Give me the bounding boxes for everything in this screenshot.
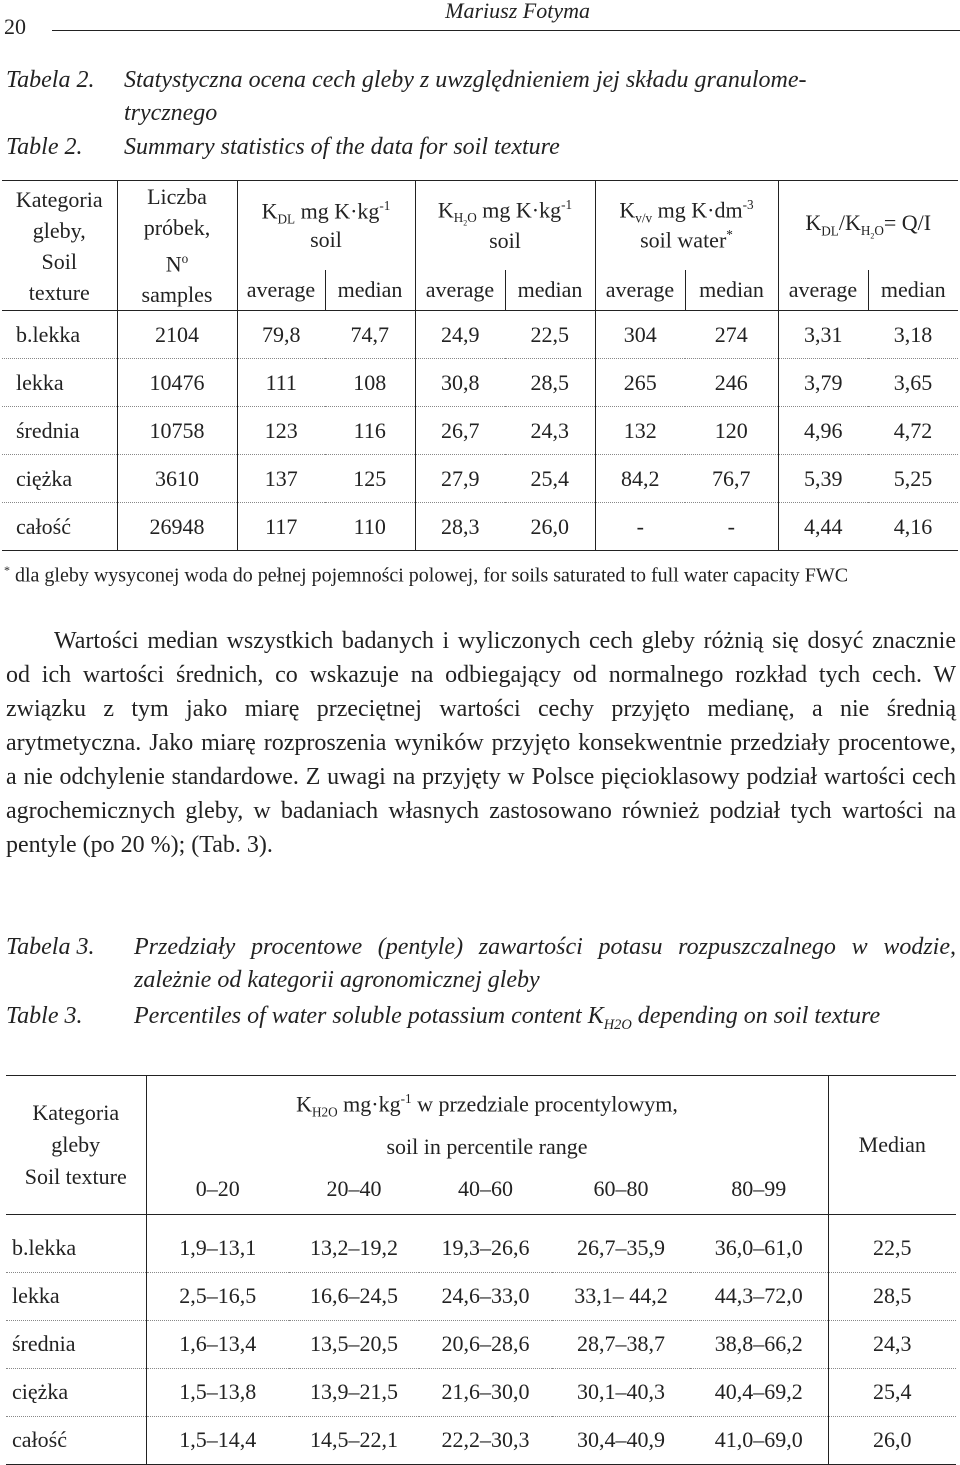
table-cell: 3,65	[893, 369, 933, 395]
header-k: K	[261, 197, 278, 223]
header-sub: H2O	[311, 1104, 338, 1120]
table-cell: 10476	[117, 359, 237, 407]
table-cell: 132	[623, 417, 657, 443]
header-sup: o	[181, 251, 189, 266]
caption-text: Statystyczna ocena cech gleby z uwzględnieniem jej składu granulome-	[124, 67, 807, 93]
table-cell: -	[636, 513, 644, 539]
table-cell: 3610	[117, 455, 237, 503]
table-cell: 28,7–38,7	[577, 1331, 665, 1357]
table-cell: 13,9–21,5	[310, 1379, 398, 1405]
table-cell: 304	[623, 321, 657, 347]
table-cell: 137	[264, 465, 298, 491]
header-line: próbek,	[143, 215, 211, 240]
table-cell: 4,16	[893, 513, 933, 539]
table-cell: 41,0–69,0	[690, 1416, 828, 1464]
header-line: Kategoria	[32, 1099, 120, 1125]
header-range: 80–99	[690, 1164, 828, 1215]
header-line: Soil texture	[24, 1163, 127, 1189]
table-cell: 24,6–33,0	[441, 1283, 530, 1309]
header-line: N	[165, 251, 182, 277]
header-text: w przedziale procentylowym,	[411, 1091, 678, 1117]
table-cell: 44,3–72,0	[690, 1272, 828, 1320]
header-median: median	[505, 270, 595, 311]
caption-label: Table 3.	[6, 1003, 83, 1029]
table-cell: 33,1– 44,2	[574, 1283, 668, 1309]
table3-body	[6, 1214, 956, 1464]
header-line: soil water	[640, 227, 727, 253]
table-cell: 117	[265, 513, 298, 539]
header-unit: mg K·kg	[295, 197, 380, 223]
table-cell: 30,4–40,9	[577, 1427, 665, 1453]
table-cell: 10758	[117, 407, 237, 455]
table-cell: 3,79	[804, 369, 843, 395]
header-average: average	[415, 270, 505, 311]
table-cell: 3,18	[893, 321, 933, 347]
table-cell: 2,5–16,5	[179, 1283, 257, 1309]
table-cell: 28,5	[505, 359, 595, 407]
row-label-cell: lekka	[6, 1272, 146, 1320]
table-row	[6, 1416, 956, 1464]
row-label-cell: lekka	[2, 359, 117, 407]
header-line: texture	[28, 279, 90, 305]
row-label-cell: średnia	[6, 1320, 146, 1368]
table2-body	[2, 311, 958, 551]
header-kdl	[237, 181, 415, 270]
table-cell: 19,3–26,6	[441, 1235, 530, 1261]
header-kh2o	[415, 181, 595, 270]
header-range: 20–40	[326, 1175, 382, 1201]
table-cell: 110	[325, 503, 415, 551]
caption-text: Summary statistics of the data for soil texture	[124, 134, 560, 160]
table-cell: 1,5–14,4	[179, 1427, 257, 1453]
table-cell: 265	[623, 369, 657, 395]
header-unit: mg K·kg	[476, 197, 562, 223]
percentile-table	[6, 1075, 956, 1465]
header-text: soil in percentile range	[386, 1133, 588, 1159]
row-label-cell: b.lekka	[6, 1214, 146, 1272]
header-median: median	[325, 270, 415, 311]
table-cell: 1,9–13,1	[179, 1235, 257, 1261]
table-cell: 26948	[117, 503, 237, 551]
table-cell: 20,6–28,6	[441, 1331, 530, 1357]
header-sub: 2	[463, 219, 468, 229]
table-cell: 76,7	[685, 455, 778, 503]
table-cell: 16,6–24,5	[310, 1283, 398, 1309]
header-average: average	[237, 270, 325, 311]
header-median: Median	[858, 1131, 926, 1157]
header-line: Soil	[41, 248, 77, 274]
row-label-cell: ciężka	[2, 455, 117, 503]
table-cell: 26,7–35,9	[577, 1235, 665, 1261]
table-row	[6, 1368, 956, 1416]
header-line: Liczba	[147, 184, 207, 209]
table-cell: 5,25	[893, 465, 933, 491]
table-cell: 26,7	[441, 417, 480, 443]
header-sub: v/v	[635, 211, 653, 227]
table-cell: 22,5	[505, 311, 595, 359]
table-row	[6, 1272, 956, 1320]
caption-text-part: Percentiles of water soluble potassium content K	[134, 1003, 604, 1029]
running-head-author: Mariusz Fotyma	[445, 0, 590, 23]
header-median: median	[880, 277, 946, 303]
header-sub: DL	[277, 211, 296, 227]
caption-text: Przedziały procentowe (pentyle) zawartości potasu rozpuszczalnego w wodzie, zależnie od kategorii agronomicznej gleby	[134, 934, 956, 993]
header-line: gleby	[51, 1131, 101, 1157]
header-unit: mg K·dm	[652, 197, 743, 223]
table2-footnote	[4, 563, 848, 588]
table-cell: 22,5	[873, 1235, 912, 1261]
table-row	[2, 503, 958, 551]
header-line: soil	[310, 227, 342, 253]
table-cell: 125	[325, 455, 415, 503]
soil-statistics-table	[2, 180, 958, 551]
header-range: 0–20	[195, 1175, 240, 1201]
header-sub: O	[467, 210, 477, 226]
table-cell: 2104	[117, 311, 237, 359]
caption-sub: H2O	[603, 1016, 632, 1033]
caption-label: Table 2.	[6, 134, 83, 160]
header-sub: DL	[821, 223, 839, 239]
header-k: /K	[838, 209, 861, 235]
header-average: average	[778, 270, 868, 311]
table-cell: 4,44	[804, 513, 843, 539]
table-cell: 74,7	[325, 311, 415, 359]
footnote-star: *	[4, 563, 10, 577]
table-cell: 26,0	[873, 1427, 912, 1453]
table-cell: 26,0	[505, 503, 595, 551]
header-k: K	[619, 197, 636, 223]
row-label-cell: średnia	[2, 407, 117, 455]
header-sub: H	[453, 210, 464, 226]
header-range: 40–60	[458, 1175, 513, 1201]
table-cell: 274	[685, 311, 778, 359]
table-cell: -	[685, 503, 778, 551]
table-cell: 28,3	[441, 513, 480, 539]
header-line: soil	[489, 228, 521, 254]
table-cell: 3,31	[804, 321, 843, 347]
header-sample-count	[117, 181, 237, 311]
table-cell: 36,0–61,0	[690, 1214, 828, 1272]
header-sub: O	[874, 223, 884, 239]
table-row	[2, 359, 958, 407]
caption-text-part: depending on soil texture	[631, 1003, 881, 1029]
table-cell: 4,72	[893, 417, 933, 443]
table-cell: 38,8–66,2	[690, 1320, 828, 1368]
header-sup: -1	[379, 197, 391, 213]
table-cell: 79,8	[262, 321, 301, 347]
table-cell: 13,5–20,5	[310, 1331, 398, 1357]
table-cell: 28,5	[873, 1283, 912, 1309]
table-cell: 24,3	[505, 407, 595, 455]
table-cell: 123	[264, 417, 298, 443]
table-cell: 120	[685, 407, 778, 455]
page-number: 20	[4, 14, 26, 39]
caption-text: trycznego	[124, 100, 218, 126]
table-cell: 246	[685, 359, 778, 407]
table-cell: 116	[325, 407, 415, 455]
table-cell: 84,2	[621, 465, 660, 491]
header-average: average	[595, 270, 685, 311]
header-line: samples	[141, 282, 213, 308]
header-sub: H	[860, 223, 871, 239]
header-k: K	[437, 197, 454, 223]
header-kh2o-group	[146, 1076, 828, 1164]
table-cell: 21,6–30,0	[441, 1379, 530, 1405]
header-line: Kategoria	[15, 186, 103, 212]
table-row	[6, 1320, 956, 1368]
table-cell: 40,4–69,2	[690, 1368, 828, 1416]
table-row	[2, 407, 958, 455]
table-cell: 25,4	[873, 1379, 912, 1405]
table-row	[2, 311, 958, 359]
caption-label: Tabela 2.	[6, 67, 95, 93]
header-sub: 2	[870, 231, 875, 241]
table-cell: 30,1–40,3	[577, 1379, 665, 1405]
header-ratio	[778, 181, 958, 270]
table-cell: 14,5–22,1	[310, 1427, 398, 1453]
table-cell: 111	[265, 369, 297, 395]
table-cell: 30,8	[441, 369, 480, 395]
header-soil-category	[2, 181, 117, 311]
body-paragraph: Wartości median wszystkich badanych i wyliczonych cech gleby różnią się dosyć znacznie od ich wartości średnich, co wskazuje na odbiegający od normalnego rozkład tych cech. W związku z tym jako miarę przeciętnej wartości cechy przyjęto medianę, a nie średnią arytmetyczna. Jako miarę rozproszenia wyników przyjęto konsekwentnie przedziały procentowe, a nie odchylenie standardowe. Z uwagi na przyjęty w Polsce pięcioklasowy podział wartości cech agrochemicznych gleby, w badaniach własnych zastosowano również podział tych wartości na pentyle (po 20 %); (Tab. 3).	[6, 628, 956, 858]
table-cell: 22,2–30,3	[441, 1427, 530, 1453]
table-cell: 24,3	[873, 1331, 912, 1357]
header-eq: = Q/I	[883, 209, 932, 235]
row-label-cell: całość	[6, 1416, 146, 1464]
table-cell: 4,96	[804, 417, 843, 443]
header-kvv	[595, 181, 778, 270]
table-row	[6, 1214, 956, 1272]
table-row	[2, 455, 958, 503]
table-cell: 24,9	[441, 321, 480, 347]
header-sup: -1	[400, 1091, 412, 1106]
header-soil-category	[6, 1076, 146, 1215]
header-range: 60–80	[593, 1175, 649, 1201]
footnote-text: dla gleby wysyconej woda do pełnej pojemności polowej, for soils saturated to full water capacity FWC	[10, 564, 849, 587]
table-cell: 1,5–13,8	[179, 1379, 257, 1405]
header-line: gleby,	[32, 217, 86, 243]
header-k: K	[805, 209, 822, 235]
table-cell: 1,6–13,4	[179, 1331, 257, 1357]
table-cell: 108	[325, 359, 415, 407]
table-cell: 13,2–19,2	[310, 1235, 398, 1261]
table-cell: 5,39	[804, 465, 843, 491]
row-label-cell: ciężka	[6, 1368, 146, 1416]
header-rule	[52, 30, 960, 31]
header-sup: *	[726, 227, 733, 243]
caption-label: Tabela 3.	[6, 934, 95, 960]
header-unit: mg·kg	[337, 1091, 401, 1117]
row-label-cell: b.lekka	[2, 311, 117, 359]
table-cell: 25,4	[505, 455, 595, 503]
header-sup: -1	[561, 196, 573, 212]
table-cell: 27,9	[441, 465, 480, 491]
row-label-cell: całość	[2, 503, 117, 551]
header-k: K	[296, 1091, 312, 1117]
header-sup: -3	[742, 197, 754, 213]
caption-text	[134, 1000, 956, 1042]
header-median: median	[685, 270, 778, 311]
